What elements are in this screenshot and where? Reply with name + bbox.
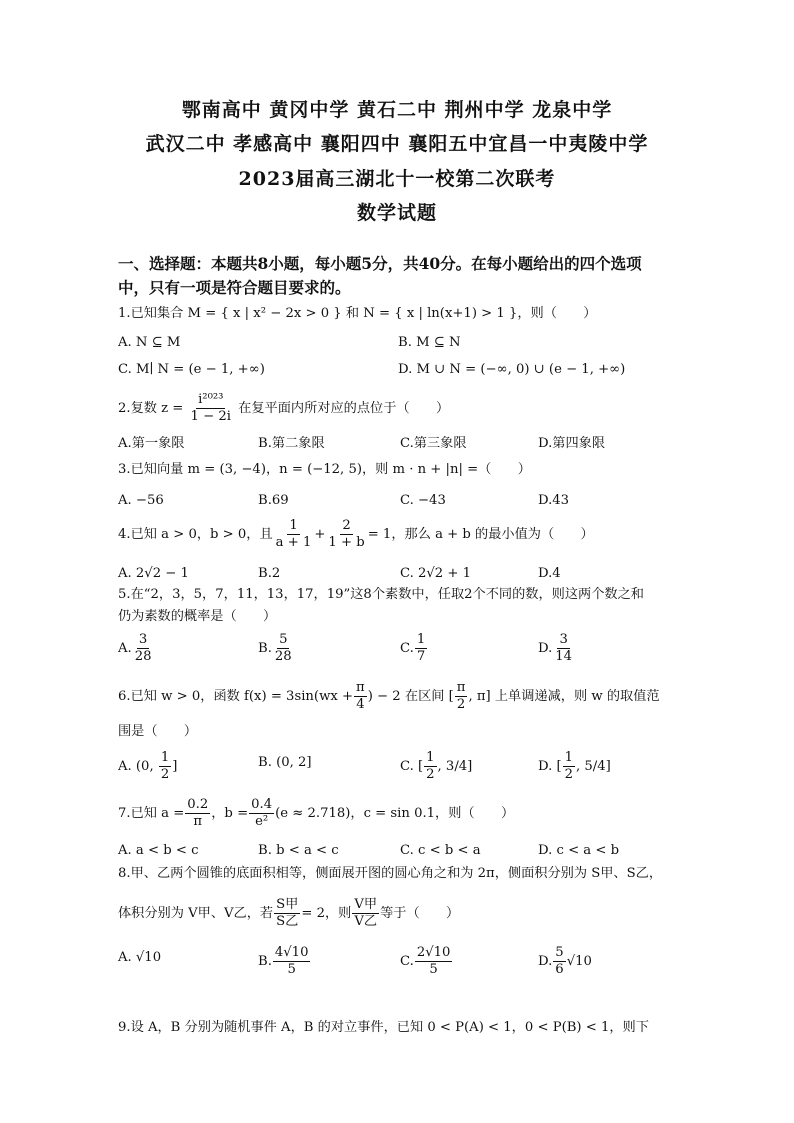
fraction-denominator: 6: [555, 962, 564, 977]
question-8-area-ratio: [274, 897, 300, 930]
question-7-option-b: B. b < a < c: [258, 843, 339, 858]
fraction-numerator: 0.4: [251, 797, 273, 812]
question-6-middle: ) − 2 在区间 [: [367, 689, 454, 704]
question-2-option-a: A.第一象限: [118, 436, 185, 451]
section-heading-line-1: 一、选择题：本题共8小题，每小题5分，共40分。在每小题给出的四个选项: [118, 254, 642, 273]
question-2-fraction: [189, 392, 233, 425]
fraction-numerator: π: [356, 680, 365, 695]
plus-sign: +: [314, 527, 326, 542]
option-fraction: [133, 632, 154, 665]
question-2-option-c: C.第三象限: [400, 436, 467, 451]
option-label: B.: [258, 641, 272, 656]
question-4-suffix: = 1，那么 a + b 的最小值为（ ）: [367, 527, 594, 542]
question-4-option-d: D.4: [538, 566, 561, 581]
fraction-denominator: V乙: [354, 914, 378, 929]
fraction-denominator: 2: [426, 767, 435, 782]
question-7-a-fraction: [185, 797, 210, 830]
question-1-options-row-2: [118, 357, 680, 383]
question-6-option-c: [400, 750, 472, 783]
fraction-denominator: π: [193, 814, 203, 829]
question-2-option-b: B.第二象限: [258, 436, 325, 451]
fraction-numerator: 4√10: [274, 945, 309, 960]
fraction-denominator: 5: [429, 962, 438, 977]
question-3-options: [118, 488, 680, 514]
fraction-denominator: 28: [274, 649, 292, 664]
question-6-option-b: B. (0, 2]: [258, 755, 312, 770]
option-fraction: [563, 750, 575, 783]
option-label: D.: [538, 954, 553, 969]
fraction-denominator: 2: [564, 767, 574, 782]
question-4-option-c: C. 2√2 + 1: [400, 566, 472, 581]
option-fraction: [415, 945, 453, 978]
fraction-denominator: S乙: [276, 914, 299, 929]
question-5-option-d: [538, 632, 575, 665]
question-2-stem: [118, 392, 680, 425]
question-4-fraction-1: [274, 518, 314, 551]
question-4-stem: [118, 518, 680, 551]
question-7-option-c: C. c < b < a: [400, 843, 481, 858]
question-1-option-b: B. M ⊆ N: [398, 335, 461, 350]
question-6-interval-fraction: [455, 680, 468, 713]
option-label: C.: [400, 641, 414, 656]
question-1-stem: 1.已知集合 M = { x | x² − 2x > 0 } 和 N = { x | ln(x+1) > 1 }，则（ ）: [118, 306, 597, 321]
question-7-mid: ，b =: [211, 806, 249, 821]
question-2-suffix: 在复平面内所对应的点位于（ ）: [233, 401, 450, 416]
option-fraction: [424, 750, 436, 783]
option-suffix: , 5/4]: [576, 759, 611, 774]
fraction-numerator: 0.2: [187, 797, 209, 812]
option-label: A.: [118, 641, 132, 656]
question-8-option-b: [258, 945, 311, 978]
question-8-option-c: [400, 945, 453, 978]
exam-title: 2023届高三湖北十一校第二次联考: [238, 168, 556, 190]
fraction-numerator: 1: [289, 518, 298, 533]
option-suffix: , 3/4]: [437, 759, 473, 774]
question-6-prefix: 6.已知 w > 0，函数 f(x) = 3sin(wx +: [118, 689, 354, 704]
option-fraction: [415, 632, 427, 665]
fraction-denominator: a + 1: [275, 535, 312, 550]
fraction-numerator: 3: [559, 632, 568, 647]
option-label: C.: [400, 954, 414, 969]
section-heading-line-2: 中，只有一项是符合题目要求的。: [118, 278, 351, 297]
question-6-stem: [118, 680, 680, 713]
question-4-fraction-2: [326, 518, 366, 551]
question-5-option-b: [258, 632, 295, 665]
question-1-option-a: A. N ⊆ M: [118, 335, 181, 350]
question-1-options-row-1: [118, 330, 680, 356]
question-8-line-1: 8.甲、乙两个圆锥的底面积相等，侧面展开图的圆心角之和为 2π，侧面积分别为 S甲、S乙，: [118, 866, 663, 881]
option-label: D.: [538, 641, 553, 656]
fraction-denominator: 7: [416, 649, 426, 664]
option-prefix: D. [: [538, 759, 562, 774]
question-8-option-d: [538, 945, 592, 978]
question-5-options: [118, 632, 680, 672]
option-label: B.: [258, 954, 272, 969]
fraction-numerator: 1: [426, 750, 435, 765]
question-8-suffix: 等于（ ）: [380, 906, 460, 921]
question-8-mid: = 2，则: [301, 906, 352, 921]
fraction-denominator: 28: [134, 649, 152, 664]
question-7-suffix: (e ≈ 2.718)，c = sin 0.1，则（ ）: [275, 806, 515, 821]
option-prefix: A. (0,: [118, 759, 158, 774]
fraction-numerator: 5: [555, 945, 564, 960]
question-8-options: [118, 945, 680, 985]
question-2-options: [118, 431, 680, 457]
question-4-prefix: 4.已知 a > 0，b > 0，且: [118, 527, 273, 542]
question-2-option-d: D.第四象限: [538, 436, 606, 451]
question-4-option-b: B.2: [258, 566, 281, 581]
fraction-denominator: e²: [255, 814, 269, 829]
question-5-line-1: 5.在“2，3，5，7，11，13，17，19”这8个素数中，任取2个不同的数，则这两个数之和: [118, 587, 644, 602]
question-6-options: [118, 750, 680, 790]
fraction-denominator: 1 − 2i: [190, 409, 231, 424]
schools-line-1: 鄂南高中 黄冈中学 黄石二中 荆州中学 龙泉中学: [181, 99, 613, 121]
question-8-line-2: [118, 897, 680, 930]
fraction-numerator: 3: [138, 632, 148, 647]
fraction-numerator: i²⁰²³: [198, 392, 224, 407]
question-3-stem: 3.已知向量 m = (3, −4)，n = (−12, 5)，则 m · n + |n| =（ ）: [118, 462, 531, 477]
option-fraction: [273, 945, 311, 978]
question-7-options: [118, 838, 680, 864]
option-suffix: ]: [172, 759, 178, 774]
fraction-denominator: 2: [456, 697, 466, 712]
fraction-numerator: 1: [160, 750, 170, 765]
fraction-denominator: 14: [555, 649, 573, 664]
fraction-denominator: 5: [287, 962, 296, 977]
question-3-option-a: A. −56: [118, 493, 164, 508]
fraction-numerator: 2: [342, 518, 351, 533]
question-5-option-c: [400, 632, 428, 665]
option-fraction: [553, 945, 565, 978]
option-suffix: √10: [566, 954, 592, 969]
question-5-option-a: [118, 632, 155, 665]
question-7-option-a: A. a < b < c: [118, 843, 199, 858]
fraction-numerator: 5: [279, 632, 288, 647]
fraction-numerator: V甲: [354, 897, 378, 912]
fraction-denominator: 1 + b: [328, 535, 365, 550]
fraction-numerator: 1: [416, 632, 426, 647]
question-3-option-c: C. −43: [400, 493, 446, 508]
schools-line-2: 武汉二中 孝感高中 襄阳四中 襄阳五中宜昌一中夷陵中学: [145, 133, 649, 155]
option-fraction: [553, 632, 574, 665]
fraction-denominator: 2: [160, 767, 170, 782]
option-fraction: [273, 632, 294, 665]
question-4-option-a: A. 2√2 − 1: [118, 566, 189, 581]
fraction-numerator: 2√10: [416, 945, 451, 960]
question-6-suffix: , π] 上单调递减，则 w 的取值范: [468, 689, 660, 704]
question-6-phase-fraction: [354, 680, 367, 713]
question-9-stem: 9.设 A，B 分别为随机事件 A，B 的对立事件，已知 0 < P(A) < 1，0 < P(B) < 1，则下: [118, 1020, 649, 1035]
option-prefix: C. [: [400, 759, 424, 774]
fraction-numerator: π: [456, 680, 466, 695]
question-7-b-fraction: [249, 797, 274, 830]
question-6-line-2: 围是（ ）: [118, 724, 198, 739]
question-2-prefix: 2.复数 z =: [118, 401, 188, 416]
question-7-stem: [118, 797, 680, 830]
question-6-option-d: [538, 750, 611, 783]
question-7-prefix: 7.已知 a =: [118, 806, 185, 821]
question-7-option-d: D. c < a < b: [538, 843, 620, 858]
question-1-option-d: D. M ∪ N = (−∞, 0) ∪ (e − 1, +∞): [398, 362, 626, 377]
option-fraction: [159, 750, 171, 783]
subject-title: 数学试题: [356, 202, 437, 224]
fraction-numerator: S甲: [276, 897, 299, 912]
question-5-line-2: 仍为素数的概率是（ ）: [118, 609, 277, 624]
fraction-denominator: 4: [356, 697, 365, 712]
question-1-option-c: C. M∣ N = (e − 1, +∞): [118, 362, 265, 377]
question-8-prefix: 体积分别为 V甲、V乙，若: [118, 906, 274, 921]
question-3-option-d: D.43: [538, 493, 570, 508]
question-3-option-b: B.69: [258, 493, 289, 508]
question-6-option-a: [118, 750, 177, 783]
question-8-volume-ratio: [352, 897, 379, 930]
question-8-option-a: A. √10: [118, 950, 162, 965]
fraction-numerator: 1: [564, 750, 574, 765]
